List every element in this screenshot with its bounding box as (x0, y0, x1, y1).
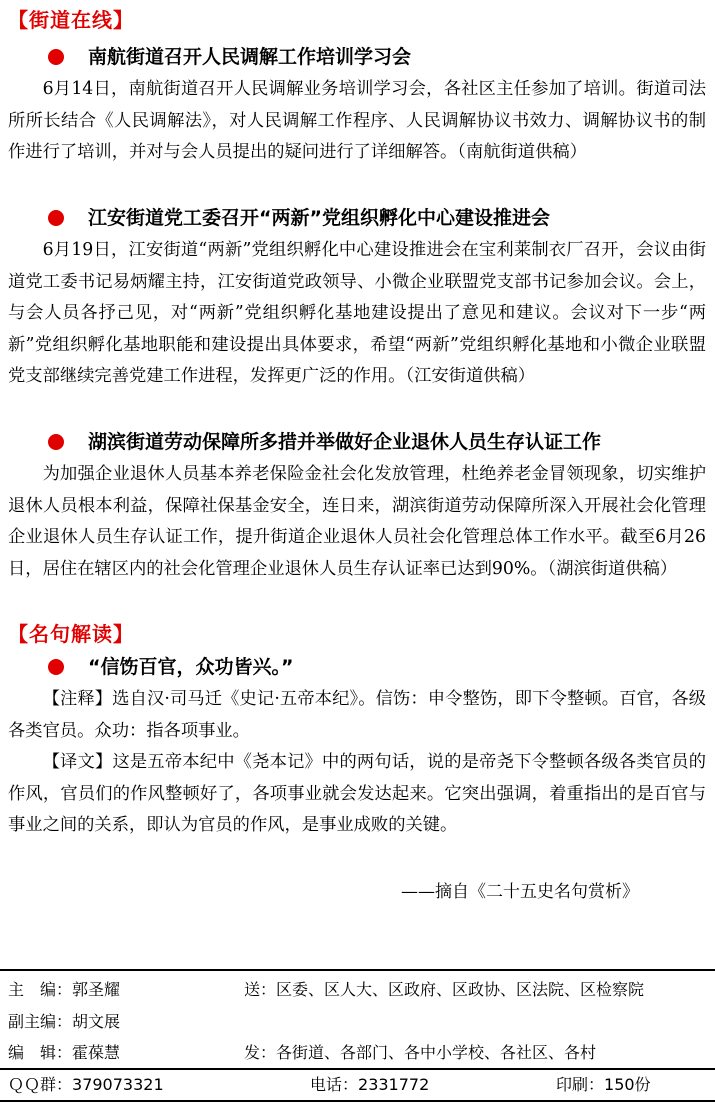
famous-quote: “信饬百官，众功皆兴。” (48, 655, 293, 679)
bullet-icon (48, 49, 64, 65)
footer-row-deputy (8, 1011, 709, 1033)
news-headline-3: 湖滨街道劳动保障所多措并举做好企业退休人员生存认证工作 (48, 430, 707, 454)
translation-tag: 【译文】 (42, 752, 113, 772)
annotation-tag: 【注释】 (42, 689, 113, 709)
quote-source: ——摘自《二十五史名句赏析》 (401, 882, 639, 902)
print-count: 印刷：150份 (556, 1075, 651, 1094)
news-body-2: 6月19日，江安街道“两新”党组织孵化中心建设推进会在宝利莱制衣厂召开，会议由街道党工委书记易炳耀主持，江安街道党政领导、小微企业联盟党支部书记参加会议。会上，与会人员各抒己见，对“两新”党组织孵化基地建设提出了意见和建议。会议对下一步“两新”党组织孵化基地职能和建设提出具体要求，希望“两新”党组织孵化基地和小微企业联盟党支部继续完善党建工作进程，发挥更广泛的作用。（江安街道供稿） (8, 240, 706, 387)
editor-name: 郭圣耀 (72, 980, 121, 999)
copyeditor-label: 编 辑： (8, 1043, 73, 1062)
footer-row-copyeditor (8, 1042, 709, 1064)
news-headline-1: 南航街道召开人民调解工作培训学习会 (48, 45, 707, 69)
annotation-text: 选自汉·司马迁《史记·五帝本纪》。信饬：申令整饬，即下令整顿。百官，各级各类官员。众功：指各项事业。 (8, 689, 706, 741)
news-headline-2: 江安街道党工委召开“两新”党组织孵化中心建设推进会 (48, 206, 707, 230)
bullet-icon (48, 659, 64, 675)
editor-label: 主 编： (8, 980, 73, 999)
section-title-street-online: 【街道在线】 (8, 8, 134, 32)
bullet-icon (48, 210, 64, 226)
phone: 电话：2331772 (310, 1075, 430, 1094)
news-body-3: 为加强企业退休人员基本养老保险金社会化发放管理，杜绝养老金冒领现象，切实维护退休人员根本利益，保障社保基金安全，连日来，湖滨街道劳动保障所深入开展社会化管理企业退休人员生存认证工作，提升街道企业退休人员社会化管理总体工作水平。截至6月26日，居住在辖区内的社会化管理企业退休人员生存认证率已达到90%。（湖滨街道供稿） (8, 464, 706, 579)
send-to: 送：区委、区人大、区政府、区政协、区法院、区检察院 (244, 980, 645, 999)
footer-row-editor (8, 979, 709, 1001)
qq-group: ＱＱ群：379073321 (8, 1075, 164, 1094)
bullet-icon (48, 434, 64, 450)
footer-mid-rule (0, 1068, 715, 1070)
deputy-name: 胡文展 (72, 1012, 121, 1031)
issue-to: 发：各街道、各部门、各中小学校、各社区、各村 (244, 1043, 597, 1062)
copyeditor-name: 霍葆慧 (72, 1043, 121, 1062)
quote-annotation (8, 684, 706, 747)
deputy-label: 副主编： (8, 1012, 73, 1031)
quote-translation (8, 747, 706, 842)
footer-top-rule (0, 969, 715, 971)
section-title-famous-quote: 【名句解读】 (8, 622, 134, 646)
news-body-1: 6月14日，南航街道召开人民调解业务培训学习会，各社区主任参加了培训。街道司法所所长结合《人民调解法》，对人民调解工作程序、人民调解协议书效力、调解协议书的制作进行了培训，并对与会人员提出的疑问进行了详细解答。（南航街道供稿） (8, 79, 706, 163)
translation-text: 这是五帝本纪中《尧本记》中的两句话，说的是帝尧下令整顿各级各类官员的作风，官员们的作风整顿好了，各项事业就会发达起来。它突出强调，着重指出的是百官与事业之间的关系，即认为官员的作风，是事业成败的关键。 (8, 752, 706, 836)
footer-bottom-rule (0, 1100, 715, 1102)
